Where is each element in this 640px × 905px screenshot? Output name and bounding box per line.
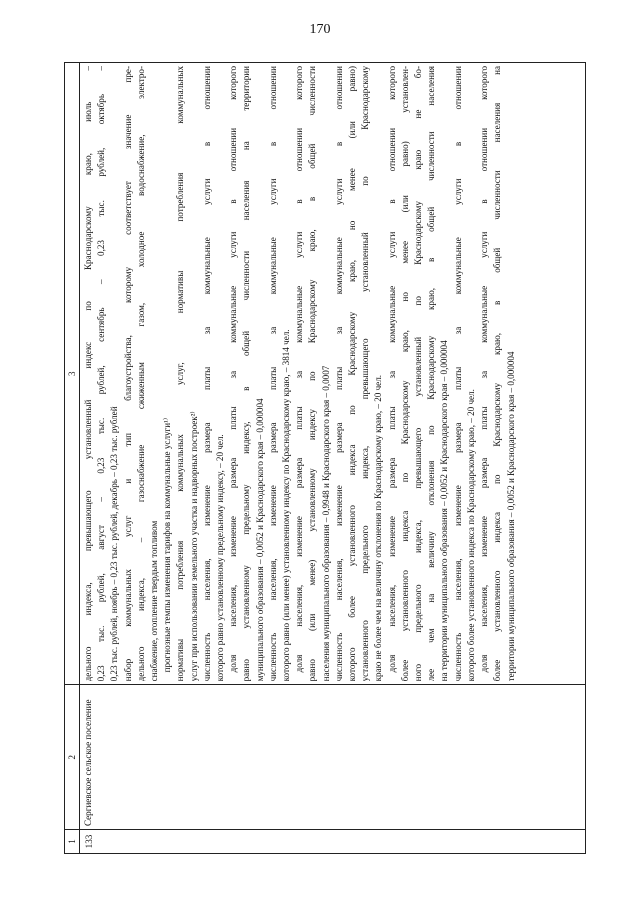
table-header-row: [65, 63, 80, 853]
desc-line-31: доля населения, изменение размера платы за коммунальные услуги в отношении которого: [479, 66, 490, 673]
desc-line-12: доля населения, изменение размера платы за коммунальные услуги в отношении которого: [228, 66, 239, 673]
page-number: 170: [309, 22, 331, 37]
table-row: [80, 63, 585, 853]
desc-line-17: доля населения, изменение размера платы за коммунальные услуги в отношении которого: [294, 66, 305, 673]
desc-line-3: 0,23 тыс. рублей, ноябрь – 0,23 тыс. рублей, декабрь – 0,23 тыс. рублей: [109, 406, 120, 682]
desc-line-20: численность населения, изменение размера платы за коммунальные услуги в отношении: [333, 66, 344, 682]
desc-line-26: ного предельного индекса, превышающего установленный по Краснодарскому краю не бо-: [413, 66, 424, 682]
desc-line-6: снабжение, отопление твердым топливом: [149, 520, 160, 682]
desc-line-5: дельного индекса, – газоснабжение сжиженным газом, холодное водоснабжение, электро-: [135, 66, 146, 682]
header-col-2: 2: [65, 684, 79, 829]
desc-line-2: 0,23 тыс. рублей, август – 0,23 тыс. рублей, сентябрь – 0,23 тыс. рублей, октябрь –: [96, 66, 107, 682]
desc-line-29: численность населения, изменение размера платы за коммунальные услуги в отношении: [452, 66, 463, 682]
desc-line-32: более установленного индекса по Краснодарскому краю, в общей численности населения на: [492, 66, 503, 682]
rotated-table-wrapper: [64, 62, 586, 854]
desc-line-21: которого более установленного индекса по Краснодарскому краю, но менее (или равно): [347, 66, 358, 682]
header-col-1: 1: [65, 829, 79, 853]
desc-line-33: территории муниципального образования – 0,0052 и Краснодарского края – 0,000004: [505, 351, 516, 682]
settlement-name: Сергиевское сельское поселение: [80, 684, 585, 829]
desc-line-16: которого равно (или менее) установленному индексу по Краснодарскому краю, – 3814 чел.: [281, 329, 292, 682]
row-description: [80, 63, 585, 684]
desc-line-15: численность населения, изменение размера платы за коммунальные услуги в отношении: [267, 66, 278, 682]
desc-line-4: набор коммунальных услуг и тип благоустройства, которому соответствует значение пре-: [122, 66, 133, 682]
desc-line-25: более установленного индекса по Краснодарскому краю, но менее (или равно) установлен-: [399, 66, 410, 682]
desc-line-27: лее чем на величину отклонения по Краснодарскому краю, в общей численности населения: [426, 66, 437, 682]
desc-line-11: которого равно установленному предельному индексу, – 20 чел.: [215, 434, 226, 682]
desc-line-23: краю не более чем на величину отклонения по Краснодарскому краю, – 20 чел.: [373, 374, 384, 682]
desc-line-10: численность населения, изменение размера платы за коммунальные услуги в отношении: [201, 66, 212, 682]
desc-line-9: услуг при использовании земельного участка и надворных построек²⁾: [188, 411, 199, 682]
desc-line-1: дельного индекса, превышающего установленный индекс по Краснодарскому краю, июль –: [83, 66, 93, 682]
header-col-3: 3: [67, 371, 77, 376]
desc-line-8: нормативы потребления коммунальных услуг, нормативы потребления коммунальных: [175, 66, 186, 682]
row-number: 133: [80, 829, 585, 853]
desc-line-7: прогнозные темпы изменения тарифов на коммунальные услуги¹⁾: [162, 417, 173, 673]
desc-line-22: установленного предельного индекса, превышающего установленный по Краснодарскому: [360, 66, 371, 682]
desc-line-13: равно установленному предельному индексу, в общей численности населения на территории: [241, 66, 252, 682]
desc-line-18: равно (или менее) установленному индексу по Краснодарскому краю, в общей численности: [307, 66, 318, 682]
desc-line-14: муниципального образования – 0,0052 и Краснодарского края – 0,000004: [254, 398, 265, 682]
desc-line-19: населения муниципального образования – 0,9948 и Краснодарского края – 0,0007: [320, 365, 331, 682]
desc-line-30: которого более установленного индекса по Краснодарскому краю, – 20 чел.: [465, 389, 476, 682]
desc-line-28: на территории муниципального образования – 0,0052 и Краснодарского края – 0,000004: [439, 340, 450, 682]
desc-line-24: доля населения, изменение размера платы за коммунальные услуги в отношении которого: [386, 66, 397, 673]
settlement-table: [64, 62, 586, 854]
